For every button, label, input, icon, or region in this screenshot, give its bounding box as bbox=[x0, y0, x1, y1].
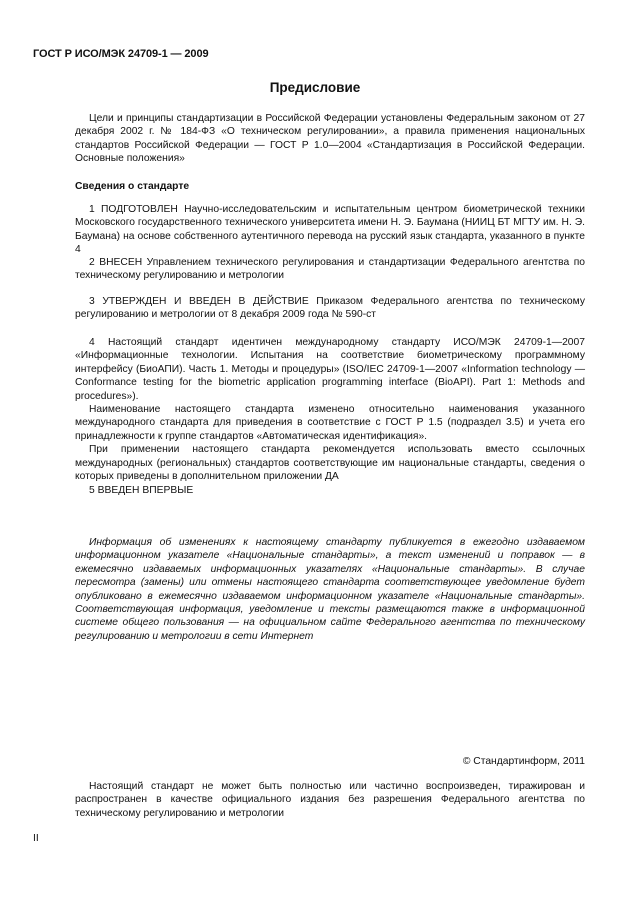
notice-paragraph bbox=[75, 536, 585, 643]
item-3 bbox=[75, 295, 585, 322]
item-4 bbox=[75, 336, 585, 483]
item-2 bbox=[75, 256, 585, 283]
copyright: © Стандартинформ, 2011 bbox=[462, 756, 585, 767]
section-subtitle: Сведения о стандарте bbox=[75, 181, 190, 192]
intro-text: Цели и принципы стандартизации в Российской Федерации установлены Федеральным законом от 27 декабря 2002 г. № 184-ФЗ «О техническом регулировании», а правила применения национальных стандартов Российской Федерации — ГОСТ Р 1.0—2004 «Стандартизация в Российской Федерации. Основные положения» bbox=[75, 113, 585, 165]
item-1-text: 1 ПОДГОТОВЛЕН Научно-исследовательским и испытательным центром биометрической техники Московского государственного технического университета имени Н. Э. Баумана (НИИЦ БТ МГТУ им. Н. Э. Баумана) на основе собственного аутентичного перевода на русский язык стандарта, указанного в пункте 4 bbox=[75, 204, 585, 256]
page-number: II bbox=[33, 833, 39, 844]
item-4-text-c: При применении настоящего стандарта рекомендуется использовать вместо ссылочных международных (региональных) стандартов соответствующие им национальные стандарты, сведения о которых приведены в дополнительном приложении ДА bbox=[75, 444, 585, 483]
rights-paragraph bbox=[75, 780, 585, 820]
rights-text: Настоящий стандарт не может быть полностью или частично воспроизведен, тиражирован и распространен в качестве официального издания без разрешения Федерального агентства по техническому регулированию и метрологии bbox=[75, 781, 585, 819]
document-header: ГОСТ Р ИСО/МЭК 24709-1 — 2009 bbox=[33, 48, 209, 60]
intro-paragraph bbox=[75, 112, 585, 166]
item-4-text-b: Наименование настоящего стандарта изменено относительно наименования указанного международного стандарта для приведения в соответствие с ГОСТ Р 1.5 (подраздел 3.5) и учета его принадлежности к группе стандартов «Автоматическая идентификация». bbox=[75, 404, 585, 442]
page-title: Предисловие bbox=[269, 80, 361, 95]
item-2-text: 2 ВНЕСЕН Управлением технического регулирования и стандартизации Федерального агентства по техническому регулированию и метрологии bbox=[75, 257, 585, 282]
notice-text: Информация об изменениях к настоящему стандарту публикуется в ежегодно издаваемом информационном указателе «Национальные стандарты», а текст изменений и поправок — в ежемесячно издаваемых информационных указателях «Национальные стандарты». В случае пересмотра (замены) или отмены настоящего стандарта соответствующее уведомление будет опубликовано в ежемесячно издаваемом информационном указателе «Национальные стандарты». Соответствующая информация, уведомление и тексты размещаются также в информационной системе общего пользования — на официальном сайте Федерального агентства по техническому регулированию и метрологии в сети Интернет bbox=[75, 537, 585, 642]
item-1 bbox=[75, 203, 585, 257]
item-4-text-a: 4 Настоящий стандарт идентичен международному стандарту ИСО/МЭК 24709-1—2007 «Информационные технологии. Испытания на соответствие биометрическому программному интерфейсу (БиоАПИ). Часть 1. Методы и процедуры» (ISO/IEC 24709-1—2007 «Information technology — Conformance testing for the biometric application programming interface (BioAPI). Part 1: Methods and procedures»). bbox=[75, 337, 585, 402]
item-3-text: 3 УТВЕРЖДЕН И ВВЕДЕН В ДЕЙСТВИЕ Приказом Федерального агентства по техническому регулированию и метрологии от 8 декабря 2009 года № 590-ст bbox=[75, 296, 585, 321]
item-5-text: 5 ВВЕДЕН ВПЕРВЫЕ bbox=[89, 485, 194, 496]
item-5 bbox=[75, 484, 585, 497]
